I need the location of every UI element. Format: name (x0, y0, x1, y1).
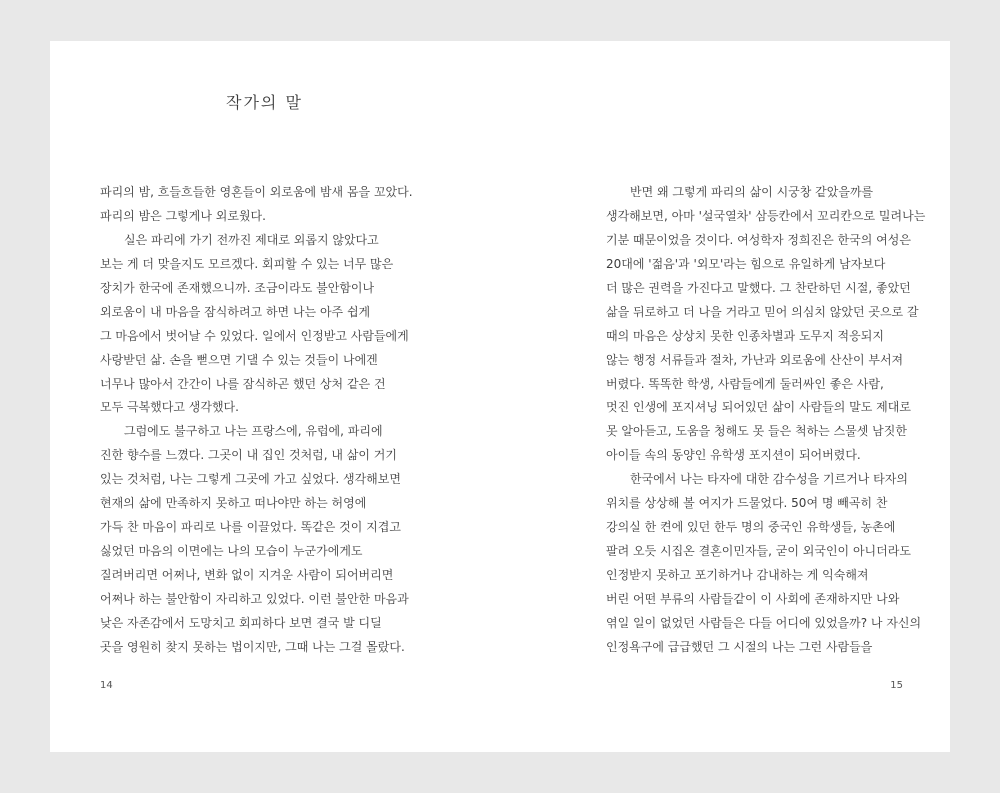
text-line: 낮은 자존감에서 도망치고 회피하다 보면 결국 발 디딜 (100, 615, 382, 630)
text-line: 더 많은 권력을 가진다고 말했다. 그 찬란하던 시절, 좋았던 (606, 280, 911, 295)
text-line: 강의실 한 켠에 있던 한두 명의 중국인 유학생들, 농촌에 (606, 520, 896, 535)
text-line: 모두 극복했다고 생각했다. (100, 400, 239, 415)
text-line: 엮일 일이 없었던 사람들은 다들 어디에 있었을까? 나 자신의 (606, 615, 922, 630)
left-body-text (100, 181, 490, 660)
text-line: 인정받지 못하고 포기하거나 감내하는 게 익숙해져 (606, 568, 869, 582)
text-line: 위치를 상상해 볼 여지가 드물었다. 50여 명 빼곡히 찬 (606, 496, 888, 511)
text-line: 버렸다. 똑똑한 학생, 사람들에게 둘러싸인 좋은 사람, (606, 376, 884, 391)
text-line: 삶을 뒤로하고 더 나을 거라고 믿어 의심치 않았던 곳으로 갈 (606, 304, 919, 319)
book-spread (50, 41, 950, 752)
text-line: 그 마음에서 벗어날 수 있었다. 일에서 인정받고 사람들에게 (100, 328, 409, 343)
text-line: 때의 마음은 상상치 못한 인종차별과 도무지 적응되지 (606, 328, 884, 343)
text-line: 기분 때문이었을 것이다. 여성학자 정희진은 한국의 여성은 (606, 232, 911, 247)
text-line: 실은 파리에 가기 전까진 제대로 외롭지 않았다고 (124, 232, 379, 247)
text-line: 외로움이 내 마음을 잠식하려고 하면 나는 아주 쉽게 (100, 304, 371, 319)
text-line: 않는 행정 서류들과 절차, 가난과 외로움에 산산이 부서져 (606, 352, 904, 367)
text-line: 인정욕구에 급급했던 그 시절의 나는 그런 사람들을 (606, 639, 873, 654)
text-line: 곳을 영원히 찾지 못하는 법이지만, 그때 나는 그걸 몰랐다. (100, 639, 405, 654)
text-line: 한국에서 나는 타자에 대한 감수성을 기르거나 타자의 (630, 472, 908, 487)
text-line: 장치가 한국에 존재했으니까. 조금이라도 불안함이나 (100, 280, 375, 295)
text-line: 파리의 밤은 그렇게나 외로웠다. (100, 208, 266, 223)
text-line: 생각해보면, 아마 '설국열차' 삼등칸에서 꼬리칸으로 밀려나는 (606, 208, 926, 223)
text-line: 못 알아듣고, 도움을 청해도 못 들은 척하는 스물셋 남짓한 (606, 424, 907, 439)
text-line: 싫었던 마음의 이면에는 나의 모습이 누군가에게도 (100, 544, 363, 559)
left-page (50, 41, 500, 752)
text-line: 아이들 속의 동양인 유학생 포지션이 되어버렸다. (606, 448, 861, 463)
text-line: 파리의 밤, 흐들흐들한 영혼들이 외로움에 밤새 몸을 꼬았다. (100, 185, 413, 199)
text-line: 너무나 많아서 간간이 나를 잠식하곤 했던 상처 같은 건 (100, 376, 386, 391)
text-line: 보는 게 더 맞을지도 모르겠다. 회피할 수 있는 너무 많은 (100, 256, 394, 271)
text-line: 반면 왜 그렇게 파리의 삶이 시궁창 같았을까를 (630, 185, 874, 199)
text-line: 질려버리면 어쩌나, 변화 없이 지겨운 사람이 되어버리면 (100, 568, 394, 582)
page-number-right: 15 (890, 680, 903, 691)
text-line: 있는 것처럼, 나는 그렇게 그곳에 가고 싶었다. 생각해보면 (100, 472, 401, 487)
text-line: 어쩌나 하는 불안함이 자리하고 있었다. 이런 불안한 마음과 (100, 591, 409, 606)
text-line: 진한 향수를 느꼈다. 그곳이 내 집인 것처럼, 내 삶이 거기 (100, 448, 397, 463)
text-line: 멋진 인생에 포지셔닝 되어있던 삶이 사람들의 말도 제대로 (606, 400, 911, 415)
text-line: 버린 어떤 부류의 사람들같이 이 사회에 존재하지만 나와 (606, 591, 900, 606)
text-line: 현재의 삶에 만족하지 못하고 떠나야만 하는 허영에 (100, 496, 367, 511)
right-body-text (606, 181, 946, 660)
text-line: 그럼에도 불구하고 나는 프랑스에, 유럽에, 파리에 (124, 424, 383, 439)
text-line: 20대에 '젊음'과 '외모'라는 힘으로 유일하게 남자보다 (606, 256, 886, 271)
text-line: 사랑받던 삶. 손을 뻗으면 기댈 수 있는 것들이 나에겐 (100, 352, 378, 367)
right-page (500, 41, 950, 752)
text-line: 팔려 오듯 시집온 결혼이민자들, 굳이 외국인이 아니더라도 (606, 544, 911, 559)
page-title: 작가의 말 (226, 93, 303, 112)
text-line: 가득 찬 마음이 파리로 나를 이끌었다. 똑같은 것이 지겹고 (100, 520, 401, 535)
page-number-left: 14 (100, 680, 113, 691)
